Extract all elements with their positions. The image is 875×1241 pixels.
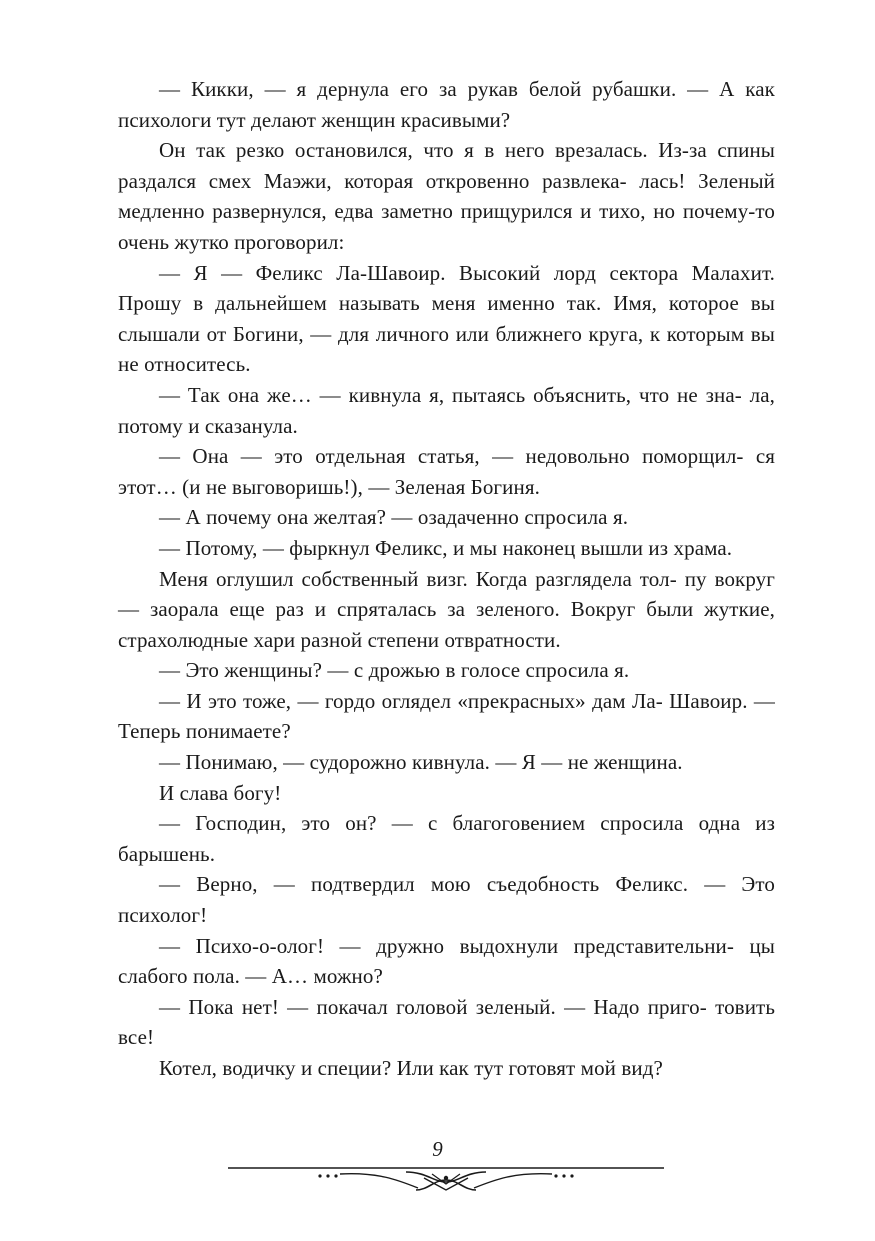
paragraph: Он так резко остановился, что я в него врезалась. Из-за спины раздался смех Маэжи, которая откровенно развлека- лась! Зеленый медленно развернулся, едва заметно прищурился и тихо, но почему-то очень жутко проговорил:	[118, 138, 775, 254]
paragraph: — Это женщины? — с дрожью в голосе спросила я.	[159, 658, 630, 683]
paragraph: — Пока нет! — покачал головой зеленый. — Надо приго- товить все!	[118, 994, 775, 1050]
paragraph: — Психо-о-олог! — дружно выдохнули представительни- цы слабого пола. — А… можно?	[118, 933, 775, 989]
paragraph: — И это тоже, — гордо оглядел «прекрасных» дам Ла- Шавоир. — Теперь понимаете?	[118, 688, 775, 744]
footer-ornament-icon	[228, 1158, 664, 1198]
page-text	[118, 74, 775, 1084]
paragraph: — Так она же… — кивнула я, пытаясь объяснить, что не зна- ла, потому и сказанула.	[118, 382, 775, 438]
paragraph: — Кикки, — я дернула его за рукав белой рубашки. — А как психологи тут делают женщин красивыми?	[118, 77, 775, 132]
paragraph: Котел, водичку и специи? Или как тут готовят мой вид?	[159, 1056, 663, 1080]
paragraph: — Она — это отдельная статья, — недовольно поморщил- ся этот… (и не выговоришь!), — Зеленая Богиня.	[118, 444, 775, 499]
paragraph: — А почему она желтая? — озадаченно спросила я.	[159, 505, 629, 530]
paragraph: Меня оглушил собственный визг. Когда разглядела тол- пу вокруг — заорала еще раз и спряталась за зеленого. Вокруг были жуткие, страхолюдные хари разной степени отвратности.	[118, 566, 775, 652]
paragraph: — Потому, — фыркнул Феликс, и мы наконец вышли из храма.	[159, 535, 733, 560]
paragraph: — Я — Феликс Ла-Шавоир. Высокий лорд сектора Малахит. Прошу в дальнейшем называть меня именно так. Имя, которое вы слышали от Богини, — для личного или ближнего круга, к которым вы не относитесь.	[118, 260, 775, 377]
page-number: 9	[432, 1137, 443, 1161]
paragraph: — Господин, это он? — с благоговением спросила одна из барышень.	[118, 811, 775, 866]
paragraph: И слава богу!	[159, 780, 282, 805]
paragraph: — Понимаю, — судорожно кивнула. — Я — не женщина.	[159, 750, 683, 775]
paragraph: — Верно, — подтвердил мою съедобность Феликс. — Это психолог!	[118, 872, 775, 928]
